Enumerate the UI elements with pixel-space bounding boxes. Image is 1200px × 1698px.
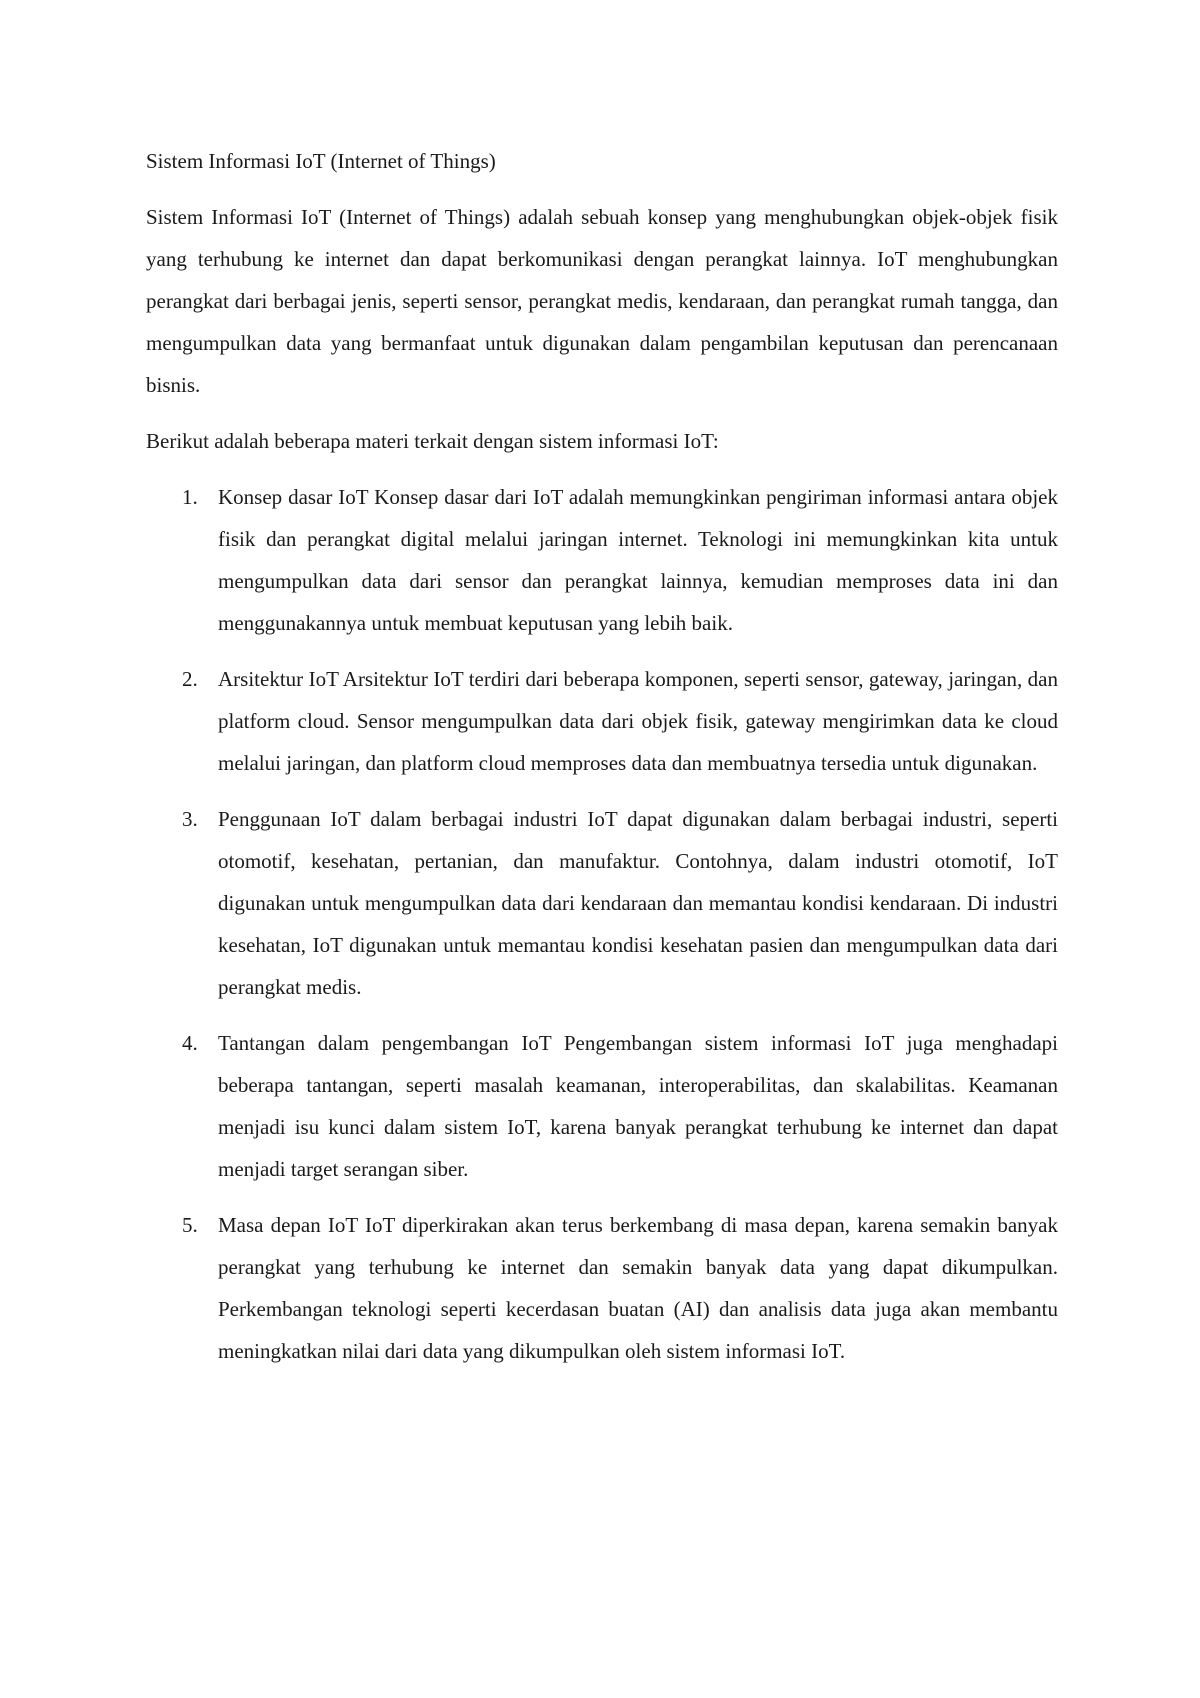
- list-item: [146, 798, 1058, 1008]
- list-item: [146, 1204, 1058, 1372]
- list-item-text: Arsitektur IoT Arsitektur IoT terdiri dari beberapa komponen, seperti sensor, gateway, jaringan, dan platform cloud. Sensor mengumpulkan data dari objek fisik, gateway mengirimkan data ke cloud melalui jaringan, dan platform cloud memproses data dan membuatnya tersedia untuk digunakan.: [218, 667, 1058, 775]
- list-item-number: 3.: [182, 807, 198, 831]
- topic-list: [146, 476, 1058, 1372]
- list-item-text: Tantangan dalam pengembangan IoT Pengembangan sistem informasi IoT juga menghadapi beberapa tantangan, seperti masalah keamanan, interoperabilitas, dan skalabilitas. Keamanan menjadi isu kunci dalam sistem IoT, karena banyak perangkat terhubung ke internet dan dapat menjadi target serangan siber.: [218, 1031, 1058, 1181]
- list-item-text: Konsep dasar IoT Konsep dasar dari IoT adalah memungkinkan pengiriman informasi antara objek fisik dan perangkat digital melalui jaringan internet. Teknologi ini memungkinkan kita untuk mengumpulkan data dari sensor dan perangkat lainnya, kemudian memproses data ini dan menggunakannya untuk membuat keputusan yang lebih baik.: [218, 485, 1058, 635]
- list-item: [146, 476, 1058, 644]
- list-item-text: Masa depan IoT IoT diperkirakan akan terus berkembang di masa depan, karena semakin banyak perangkat yang terhubung ke internet dan semakin banyak data yang dapat dikumpulkan. Perkembangan teknologi seperti kecerdasan buatan (AI) dan analisis data juga akan membantu meningkatkan nilai dari data yang dikumpulkan oleh sistem informasi IoT.: [218, 1213, 1058, 1363]
- list-item-number: 4.: [182, 1031, 198, 1055]
- document-page: [146, 140, 1058, 1386]
- list-item-number: 2.: [182, 667, 198, 691]
- list-intro: Berikut adalah beberapa materi terkait dengan sistem informasi IoT:: [146, 429, 719, 453]
- list-item-number: 5.: [182, 1213, 198, 1237]
- intro-paragraph: Sistem Informasi IoT (Internet of Things) adalah sebuah konsep yang menghubungkan objek-objek fisik yang terhubung ke internet dan dapat berkomunikasi dengan perangkat lainnya. IoT menghubungkan perangkat dari berbagai jenis, seperti sensor, perangkat medis, kendaraan, dan perangkat rumah tangga, dan mengumpulkan data yang bermanfaat untuk digunakan dalam pengambilan keputusan dan perencanaan bisnis.: [146, 205, 1058, 397]
- list-item-text: Penggunaan IoT dalam berbagai industri IoT dapat digunakan dalam berbagai industri, seperti otomotif, kesehatan, pertanian, dan manufaktur. Contohnya, dalam industri otomotif, IoT digunakan untuk mengumpulkan data dari kendaraan dan memantau kondisi kendaraan. Di industri kesehatan, IoT digunakan untuk memantau kondisi kesehatan pasien dan mengumpulkan data dari perangkat medis.: [218, 807, 1058, 999]
- document-title: Sistem Informasi IoT (Internet of Things): [146, 149, 496, 173]
- list-item-number: 1.: [182, 485, 198, 509]
- list-item: [146, 658, 1058, 784]
- list-item: [146, 1022, 1058, 1190]
